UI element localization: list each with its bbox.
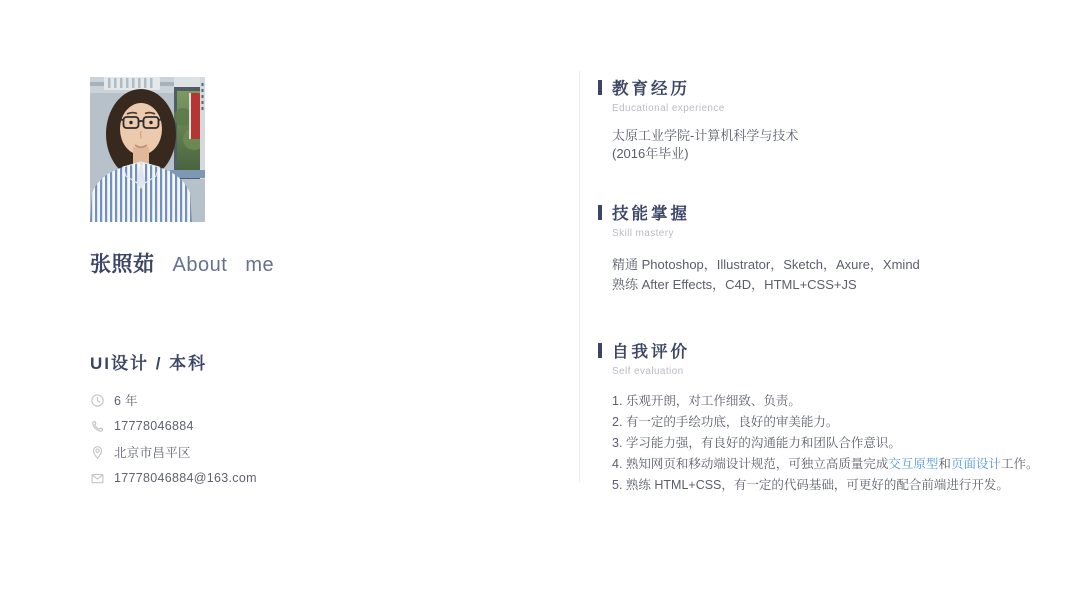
section-education-body bbox=[612, 127, 1028, 163]
contact-row-location bbox=[90, 439, 257, 465]
section-education-title: 教育经历 bbox=[612, 80, 690, 98]
skills-proficient-line: 精通 Photoshop，Illustrator，Sketch，Axure，Xmind bbox=[612, 257, 920, 272]
section-skills-subtitle: Skill mastery bbox=[612, 228, 674, 239]
name-row bbox=[90, 248, 274, 278]
email-value: 17778046884@163.com bbox=[114, 471, 257, 485]
vertical-divider bbox=[579, 71, 580, 482]
section-education-subtitle: Educational experience bbox=[612, 103, 725, 114]
location-icon bbox=[90, 445, 105, 460]
section-self-evaluation-subtitle: Self evaluation bbox=[612, 366, 684, 377]
section-education bbox=[598, 75, 1028, 163]
contact-row-email bbox=[90, 465, 257, 491]
education-school-line: 太原工业学院-计算机科学与技术 bbox=[612, 128, 799, 143]
phone-value: 17778046884 bbox=[114, 419, 194, 433]
self-eval-item: 1. 乐观开朗，对工作细致、负责。 bbox=[612, 394, 801, 408]
section-self-evaluation-header bbox=[598, 338, 1028, 362]
contact-row-phone bbox=[90, 413, 257, 439]
self-eval-item4-text: 4. 熟知网页和移动端设计规范，可独立高质量完成 bbox=[612, 457, 889, 471]
section-accent-bar bbox=[598, 205, 602, 220]
section-skills bbox=[598, 200, 1028, 295]
section-self-evaluation bbox=[598, 338, 1039, 496]
section-accent-bar bbox=[598, 80, 602, 95]
page-design-link[interactable]: 页面设计 bbox=[950, 457, 1001, 471]
section-skills-header bbox=[598, 200, 1028, 224]
education-grad-line: (2016年毕业) bbox=[612, 146, 689, 161]
self-eval-item4-text: 工作。 bbox=[1000, 457, 1039, 471]
contact-list bbox=[90, 387, 257, 491]
self-eval-item: 3. 学习能力强，有良好的沟通能力和团队合作意识。 bbox=[612, 436, 901, 450]
skills-familiar-line: 熟练 After Effects，C4D，HTML+CSS+JS bbox=[612, 277, 857, 292]
interaction-prototype-link[interactable]: 交互原型 bbox=[888, 457, 939, 471]
location-value: 北京市昌平区 bbox=[114, 446, 191, 460]
job-title: UI设计 / 本科 bbox=[90, 354, 208, 373]
email-icon bbox=[90, 471, 105, 486]
about-me-label: About me bbox=[172, 254, 275, 276]
phone-icon bbox=[90, 419, 105, 434]
section-self-evaluation-body bbox=[612, 391, 1067, 496]
section-accent-bar bbox=[598, 343, 602, 358]
profile-photo bbox=[90, 77, 205, 222]
profile-photo-illustration bbox=[90, 77, 205, 222]
section-skills-body bbox=[612, 255, 1028, 295]
section-self-evaluation-title: 自我评价 bbox=[612, 343, 690, 361]
self-eval-item bbox=[612, 454, 1067, 475]
self-eval-item4-text: 和 bbox=[938, 457, 951, 471]
experience-value: 6 年 bbox=[114, 394, 138, 408]
contact-row-experience bbox=[90, 387, 257, 413]
section-education-header bbox=[598, 75, 1028, 99]
candidate-name: 张照茹 bbox=[90, 253, 155, 276]
self-eval-item: 2. 有一定的手绘功底，良好的审美能力。 bbox=[612, 415, 839, 429]
clock-icon bbox=[90, 393, 105, 408]
self-eval-item: 5. 熟练 HTML+CSS，有一定的代码基础，可更好的配合前端进行开发。 bbox=[612, 478, 1009, 492]
section-skills-title: 技能掌握 bbox=[612, 205, 690, 223]
